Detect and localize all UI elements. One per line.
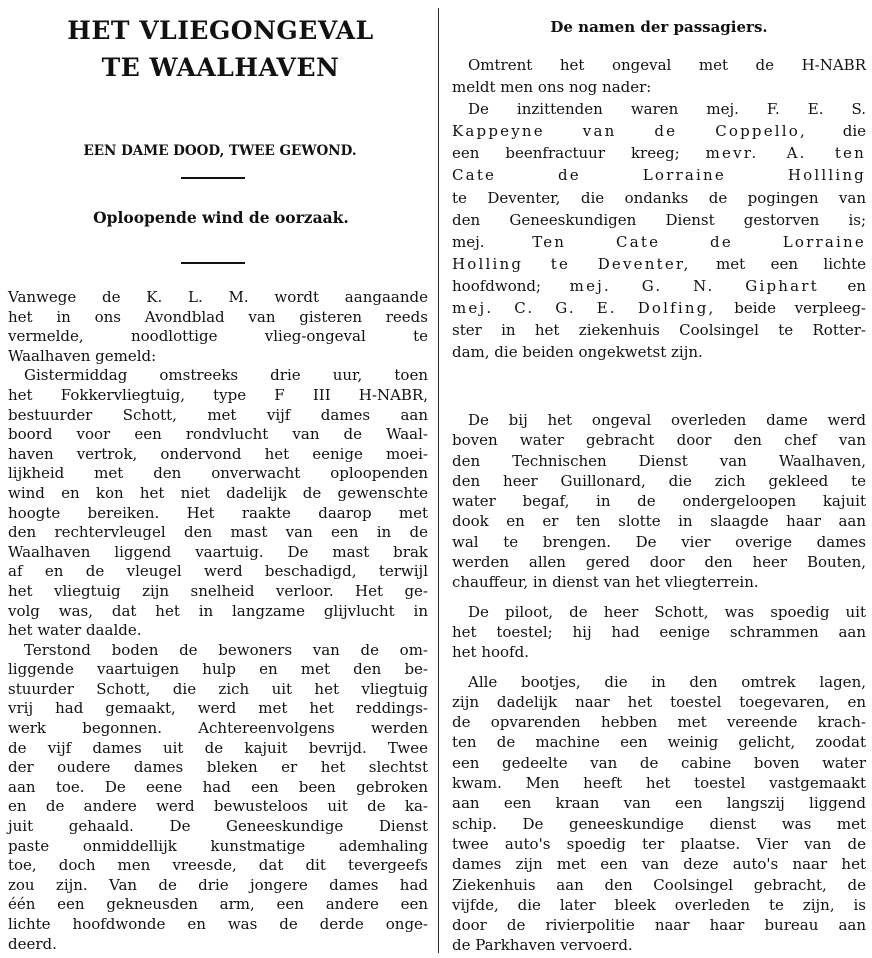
left-body	[8, 288, 428, 954]
text-line: lichte hoofdwonde en was de derde onge-	[8, 915, 428, 933]
text-line: vermelde, noodlottige vlieg-ongeval te	[8, 327, 428, 346]
text-line: twee auto's spoedig ter plaatse. Vier van de	[452, 834, 866, 853]
paragraph-gap	[452, 663, 866, 672]
text-line: toe, doch men vreesde, dat dit tevergeefs	[8, 856, 428, 875]
article-kicker: Oploopende wind de oorzaak.	[93, 208, 349, 227]
text-line: den Technischen Dienst van Waalhaven,	[452, 451, 866, 470]
text-line: vijfde, die later bleek overleden te zijn, is	[452, 895, 866, 914]
text-fragment: en	[818, 276, 866, 295]
passenger-line	[452, 231, 866, 253]
text-fragment: een beenfractuur kreeg;	[452, 144, 706, 163]
text-line: Waalhaven liggend vaartuig. De mast brak	[8, 542, 428, 561]
text-line: haven vertrok, ondervond het eenige moei-	[8, 444, 428, 463]
separator-rule	[181, 177, 245, 179]
passenger-name: mej. G. N. Giphart	[569, 276, 819, 295]
passenger-name: Cate de Lorraine Hollling	[452, 166, 866, 185]
passenger-block	[452, 54, 866, 363]
text-line: werk begonnen. Achtereenvolgens werden	[8, 719, 428, 738]
text-line: Terstond boden de bewoners van de om-	[24, 640, 428, 659]
text-line: wal te brengen. De vier overige dames	[452, 532, 866, 551]
passenger-name: mej. C. G. E. Dolfing,	[452, 299, 716, 318]
text-line: vrij had gemaakt, werd met het reddings-	[8, 699, 428, 718]
paragraph-pilot	[452, 602, 866, 672]
text-line: een gedeelte van de cabine boven water	[452, 753, 866, 772]
text-line: hoogte bereiken. Het raakte daarop met	[8, 503, 428, 522]
text-line: het Fokkervliegtuig, type F III H-NABR,	[8, 385, 428, 404]
text-line: het in ons Avondblad van gisteren reeds	[8, 307, 428, 326]
text-line: aan toe. De eene had een been gebroken	[8, 777, 428, 796]
passenger-line	[452, 253, 866, 275]
text-line: volg was, dat het in langzame glijvlucht in	[8, 601, 428, 620]
passenger-name: Kappeyne van de Coppello,	[452, 122, 807, 141]
text-line: het vliegtuig zijn snelheid verloor. Het ge-	[8, 581, 428, 600]
text-line: lijkheid met den onverwacht oploopenden	[8, 464, 428, 483]
article-title	[38, 12, 403, 86]
text-fragment: De inzittenden waren mej. F. E. S.	[468, 100, 866, 119]
text-line: het water daalde.	[8, 621, 142, 640]
text-line: Ziekenhuis aan den Coolsingel gebracht, de	[452, 875, 866, 894]
passenger-name: mevr. A. ten	[705, 144, 866, 163]
text-line: Gistermiddag omstreeks drie uur, toen	[24, 366, 428, 385]
text-line: zijn dadelijk naar het toestel toegevaren, en	[452, 692, 866, 711]
paragraph-passenger-names	[452, 98, 866, 363]
text-line: één een gekneusden arm, een andere een	[8, 895, 428, 914]
passenger-line	[452, 341, 866, 363]
column-divider	[438, 8, 439, 953]
text-line: schip. De geneeskundige dienst was met	[452, 814, 866, 833]
text-line: chauffeur, in dienst van het vliegterrein.	[452, 573, 759, 592]
article-subhead: EEN DAME DOOD, TWEE GEWOND.	[83, 143, 357, 159]
text-line: Alle bootjes, die in den omtrek lagen,	[468, 672, 866, 691]
text-line: werden allen gered door den heer Bouten,	[452, 553, 866, 572]
text-line: Waalhaven gemeld:	[8, 346, 157, 365]
section-header-passengers: De namen der passagiers.	[550, 18, 768, 36]
passenger-line	[452, 187, 866, 209]
text-line: De bij het ongeval overleden dame werd	[468, 411, 866, 429]
text-line: de Parkhaven vervoerd.	[452, 936, 633, 955]
text-line: boven water gebracht door den chef van	[452, 431, 866, 450]
passenger-line	[452, 98, 866, 120]
text-line: paste onmiddellijk kunstmatige ademhaling	[8, 836, 428, 855]
text-fragment: hoofdwond;	[452, 276, 570, 295]
paragraph-accident	[8, 366, 428, 640]
text-line: de opvarenden hebben met vereende krach-	[452, 713, 866, 732]
title-line-1: HET VLIEGONGEVAL	[67, 16, 374, 45]
text-line: water begaf, in de ondergeloopen kajuit	[452, 492, 866, 511]
text-line: den rechtervleugel den mast van een in de	[8, 523, 428, 542]
text-fragment: mej.	[452, 232, 533, 251]
text-line: den heer Guillonard, die zich gekleed te	[452, 471, 866, 490]
text-line: Vanwege de K. L. M. wordt aangaande	[8, 288, 428, 306]
paragraph-rescue-work	[8, 641, 428, 955]
text-fragment: te Deventer, die ondanks de pogingen van	[452, 188, 866, 207]
text-line: ten de machine een weinig gelicht, zoodat	[452, 733, 866, 752]
text-line: De piloot, de heer Schott, was spoedig uit	[468, 602, 866, 621]
text-line: wind en kon het niet dadelijk de gewenschte	[8, 483, 428, 502]
text-line: en de andere werd bewusteloos uit de ka-	[8, 797, 428, 816]
paragraph-intro	[452, 54, 866, 98]
text-line: deerd.	[8, 934, 57, 953]
text-line: bestuurder Schott, met vijf dames aan	[8, 405, 428, 424]
passenger-name: Holling te Deventer,	[452, 254, 691, 273]
paragraph-gap	[452, 593, 866, 602]
text-line: Omtrent het ongeval met de H-NABR	[468, 56, 866, 74]
text-line: aan een kraan van een langszij liggend	[452, 794, 866, 813]
text-line: het toestel; hij had eenige schrammen aan	[452, 622, 866, 641]
text-fragment: den Geneeskundigen Dienst gestorven is;	[452, 210, 866, 229]
text-line: zou zijn. Van de drie jongere dames had	[8, 875, 428, 894]
text-line: de vijf dames uit de kajuit bevrijd. Twee	[8, 738, 428, 757]
text-line: meldt men ons nog nader:	[452, 78, 652, 97]
passenger-name: Ten Cate de Lorraine	[532, 232, 866, 251]
text-fragment: dam, die beiden ongekwetst zijn.	[452, 343, 703, 362]
text-line: door de rivierpolitie naar haar bureau aan	[452, 916, 866, 935]
text-line: juit gehaald. De Geneeskundige Dienst	[8, 817, 428, 836]
text-line: der oudere dames bleken er het slechtst	[8, 758, 428, 777]
text-fragment: beide verpleeg-	[715, 299, 866, 318]
passenger-line	[452, 120, 866, 142]
passenger-line	[452, 297, 866, 319]
text-line: stuurder Schott, die zich uit het vliegtuig	[8, 679, 428, 698]
text-line: af en de vleugel werd beschadigd, terwijl	[8, 562, 428, 581]
text-fragment: met een lichte	[690, 254, 866, 273]
rescue-block	[452, 410, 866, 956]
passenger-line	[452, 164, 866, 186]
passenger-line	[452, 275, 866, 297]
paragraph-announcement	[8, 288, 428, 366]
passenger-line	[452, 209, 866, 231]
passenger-line	[452, 319, 866, 341]
text-line: liggende vaartuigen hulp en met den be-	[8, 660, 428, 679]
text-line: dook en er ten slotte in slaagde haar aan	[452, 512, 866, 531]
text-line: boord voor een rondvlucht van de Waal-	[8, 425, 428, 444]
text-line: het hoofd.	[452, 643, 529, 662]
separator-rule	[181, 262, 245, 264]
text-fragment: ster in het ziekenhuis Coolsingel te Rotter-	[452, 321, 866, 340]
text-line: dames zijn met een van deze auto's naar het	[452, 855, 866, 874]
title-line-2: TE WAALHAVEN	[101, 53, 340, 82]
text-fragment: die	[806, 122, 866, 141]
text-line: kwam. Men heeft het toestel vastgemaakt	[452, 774, 866, 793]
paragraph-recovery	[452, 410, 866, 602]
paragraph-boats	[452, 672, 866, 956]
passenger-line	[452, 142, 866, 164]
